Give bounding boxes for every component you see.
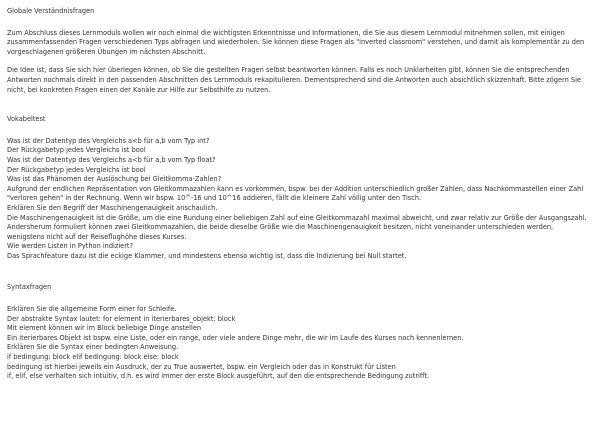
answer-line: Ein iterierbares Objekt ist bspw. eine Liste, oder ein range, oder viele andere Dinge mehr, die wir im Laufe des Kurses noch kennenlernen.: [7, 333, 464, 342]
answer-line: Aufgrund der endlichen Repräsentation von Gleitkommazahlen kann es vorkommen, bspw. bei der Addition unterschiedlich großer Zahlen, dass Nachkommastellen einer Zahl "verloren gehen" in der Rechnung. Wenn wir bspw. 10^-16 und 10^16 addieren, fällt die kleinere Zahl völlig unter den Tisch.: [7, 184, 584, 203]
section-title: Syntaxfragen: [7, 283, 52, 292]
paragraph: Die Idee ist, dass Sie sich hier überlegen können, ob Sie die gestellten Fragen selbst beantworten können. Falls es noch Unklarheiten gibt, können Sie die entsprechenden Antworten nochmals direkt in den passenden Abschnitten des Lernmoduls rekapitulieren. Dementsprechend sind die Antworten auch absichtlich skizzenhaft. Bitte zögern Sie nicht, bei konkreten Fragen einen der Kanäle zur Hilfe zur Selbsthilfe zu nutzen.: [7, 66, 581, 94]
question-line: Erklären Sie die allgemeine Form einer for Schleife.: [7, 305, 177, 314]
answer-line: Der abstrakte Syntax lautet: for element in iterierbares_objekt: block: [7, 314, 236, 323]
answer-line: Mit element können wir im Block beliebige Dinge anstellen: [7, 324, 202, 333]
section-title: Globale Verständnisfragen: [7, 7, 95, 15]
answer-line: Der Rückgabetyp jedes Vergleichs ist bool: [7, 146, 146, 155]
section-title: Vokabeltest: [7, 115, 46, 124]
answer-line: Der Rückgabetyp jedes Vergleichs ist bool: [7, 165, 146, 174]
question-line: Was ist das Phänomen der Auslöschung bei Gleitkomma-Zahlen?: [7, 175, 222, 184]
question-line: Was ist der Datentyp des Vergleichs a<b für a,b vom Typ float?: [7, 155, 216, 164]
answer-line: Die Maschinengenauigkeit ist die Größe, um die eine Rundung einer beliebigen Zahl auf eine Gleitkommazahl maximal abweicht, und zwar relativ zur Größe der Ausgangszahl. Andersherum formuliert können zwei Gleitkommazahlen, die beide dieselbe Größe wie die Maschinengenauigkeit besitzen, nicht voneinander unterschieden werden, wenigstens nicht auf der Reiseflughöhe dieses Kurses.: [7, 213, 587, 241]
question-line: Erklären Sie den Begriff der Maschinengenauigkeit anschaulich.: [7, 203, 218, 212]
section-global-questions: [7, 7, 592, 95]
answer-line: bedingung ist hierbei jeweils ein Ausdruck, der zu True auswertet, bspw. ein Vergleich oder das in Konstrukt für Listen: [7, 362, 396, 371]
paragraph: Zum Abschluss dieses Lernmoduls wollen wir noch einmal die wichtigsten Erkenntnisse und Informationen, die Sie aus diesem Lernmodul mitnehmen sollen, mit einigen zusammenfassenden Fragen verschiedenen Typs abfragen und wiederholen. Sie können diese Fragen als "inverted classroom" verstehen, und damit als komplementär zu den vorgeschlagenen größeren Übungen im nächsten Abschnitt.: [7, 28, 585, 56]
question-line: Wie werden Listen in Python indiziert?: [7, 242, 134, 251]
answer-line: if, elif, else verhalten sich intuitiv, d.h. es wird immer der erste Block ausgeführt, auf den die entsprechende Bedingung zutrifft.: [7, 372, 430, 381]
answer-line: Das Sprachfeature dazu ist die eckige Klammer, und mindestens ebenso wichtig ist, dass die Indizierung bei Null startet.: [7, 251, 407, 260]
question-line: Erklären Sie die Syntax einer bedingten Anweisung.: [7, 343, 179, 352]
question-line: Was ist der Datentyp des Vergleichs a<b für a,b vom Typ int?: [7, 136, 210, 145]
section-syntax-questions: [7, 283, 592, 381]
section-vocabulary-test: [7, 115, 592, 261]
answer-line: if bedingung: block elif bedingung: block else: block: [7, 353, 179, 362]
